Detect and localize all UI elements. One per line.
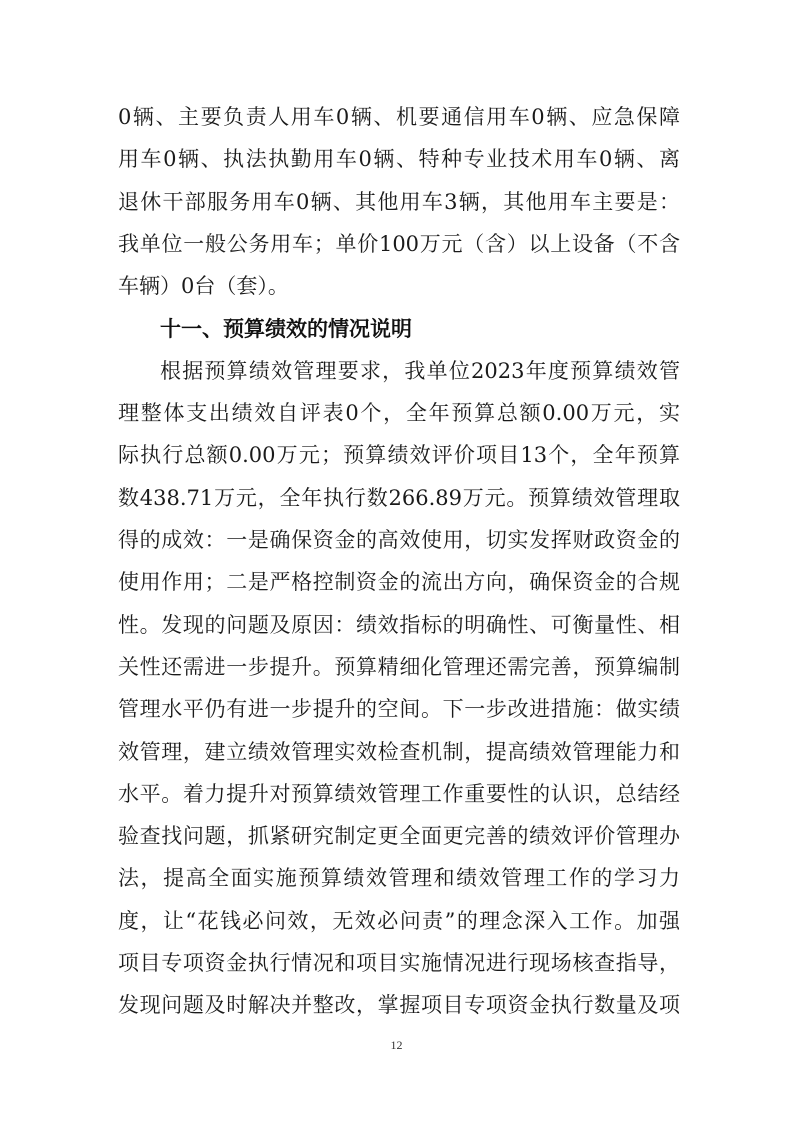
text-line: 0辆、主要负责人用车0辆、机要通信用车0辆、应急保障 [118, 105, 680, 129]
paragraph-line: 项目专项资金执行情况和项目实施情况进行现场核查指导， [118, 951, 680, 975]
paragraph-line: 际执行总额0.00万元；预算绩效评价项目13个，全年预算 [118, 443, 680, 467]
text-line: 车辆）0台（套）。 [118, 274, 289, 298]
paragraph-line: 度，让“花钱必问效，无效必问责”的理念深入工作。加强 [118, 909, 680, 933]
section-heading: 十一、预算绩效的情况说明 [160, 317, 412, 341]
paragraph-line: 根据预算绩效管理要求，我单位2023年度预算绩效管 [160, 359, 680, 383]
paragraph-line: 发现问题及时解决并整改，掌握项目专项资金执行数量及项 [118, 993, 680, 1017]
text-line: 我单位一般公务用车；单价100万元（含）以上设备（不含 [118, 232, 680, 256]
page-number: 12 [390, 1038, 403, 1052]
paragraph-line: 效管理，建立绩效管理实效检查机制，提高绩效管理能力和 [118, 740, 680, 764]
paragraph-line: 使用作用；二是严格控制资金的流出方向，确保资金的合规 [118, 570, 680, 594]
paragraph-line: 关性还需进一步提升。预算精细化管理还需完善，预算编制 [118, 655, 680, 679]
paragraph-line: 得的成效：一是确保资金的高效使用，切实发挥财政资金的 [118, 528, 680, 552]
paragraph-line: 法，提高全面实施预算绩效管理和绩效管理工作的学习力 [118, 866, 680, 890]
paragraph-line: 性。发现的问题及原因：绩效指标的明确性、可衡量性、相 [118, 613, 680, 637]
text-line: 用车0辆、执法执勤用车0辆、特种专业技术用车0辆、离 [118, 147, 680, 171]
paragraph-line: 验查找问题，抓紧研究制定更全面更完善的绩效评价管理办 [118, 824, 680, 848]
paragraph-line: 水平。着力提升对预算绩效管理工作重要性的认识，总结经 [118, 782, 680, 806]
paragraph-line: 管理水平仍有进一步提升的空间。下一步改进措施：做实绩 [118, 697, 680, 721]
text-line: 退休干部服务用车0辆、其他用车3辆，其他用车主要是： [118, 190, 680, 214]
paragraph-line: 数438.71万元，全年执行数266.89万元。预算绩效管理取 [118, 486, 680, 510]
paragraph-line: 理整体支出绩效自评表0个，全年预算总额0.00万元，实 [118, 401, 680, 425]
